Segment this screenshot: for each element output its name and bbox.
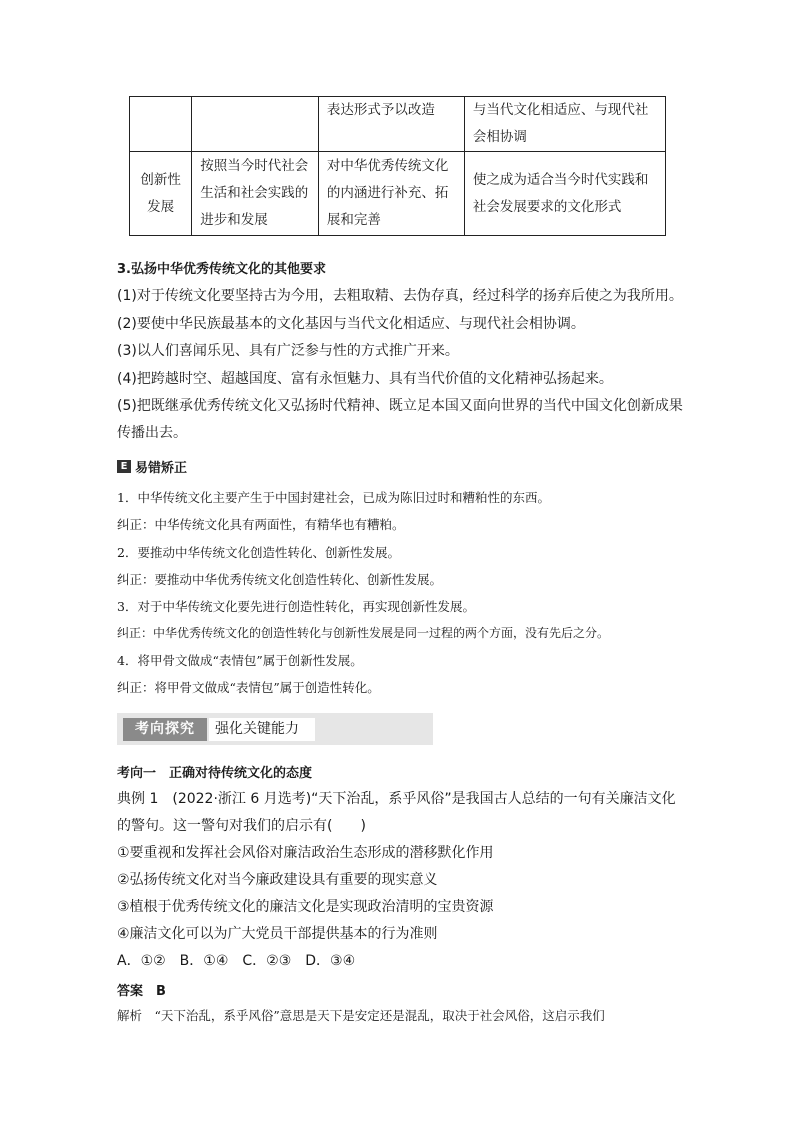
table-row: [130, 152, 666, 236]
analysis: 解析 “天下治乱，系乎风俗”意思是天下是安定还是混乱，取决于社会风俗，这启示我们: [117, 1008, 605, 1023]
table-cell: 与当代文化相适应、与现代社会相协调: [464, 97, 665, 152]
errata-line: 纠正：将甲骨文做成“表情包”属于创造性转化。: [117, 680, 380, 695]
list-item: 传播出去。: [117, 425, 187, 441]
errata-line: 纠正：中华传统文化具有两面性，有精华也有糟粕。: [117, 517, 405, 532]
topic-title: 考向一 正确对待传统文化的态度: [117, 766, 313, 781]
table-row: [130, 97, 666, 152]
option-item: ④廉洁文化可以为广大党员干部提供基本的行为准则: [117, 926, 438, 942]
banner-tag: 考向探究: [123, 718, 207, 741]
option-item: ③植根于优秀传统文化的廉洁文化是实现政治清明的宝贵资源: [117, 899, 494, 915]
errata-icon: E: [117, 460, 131, 473]
example-line: 的警句。这一警句对我们的启示有( ): [117, 818, 366, 834]
list-item: (4)把跨越时空、超越国度、富有永恒魅力、具有当代价值的文化精神弘扬起来。: [117, 371, 613, 387]
example-line: 典例 1 (2022·浙江 6 月选考)“天下治乱，系乎风俗”是我国古人总结的一句有关廉洁文化: [117, 791, 676, 807]
errata-line: 3．对于中华传统文化要先进行创造性转化，再实现创新性发展。: [117, 599, 475, 614]
option-item: ②弘扬传统文化对当今廉政建设具有重要的现实意义: [117, 872, 438, 888]
table-cell: [192, 97, 319, 152]
answer-choices: A．①② B．①④ C．②③ D．③④: [117, 953, 356, 969]
errata-title: 易错矫正: [135, 461, 188, 476]
table-cell: 表达形式予以改造: [318, 97, 464, 152]
table-cell: 创新性发展: [130, 152, 192, 236]
errata-line: 纠正：要推动中华优秀传统文化创造性转化、创新性发展。: [117, 572, 443, 587]
banner-subtitle: 强化关键能力: [209, 718, 315, 741]
answer: 答案 B: [117, 984, 166, 999]
errata-line: 4．将甲骨文做成“表情包”属于创新性发展。: [117, 653, 363, 668]
list-item: (3)以人们喜闻乐见、具有广泛参与性的方式推广开来。: [117, 343, 459, 359]
list-item: (2)要使中华民族最基本的文化基因与当代文化相适应、与现代社会相协调。: [117, 316, 585, 332]
section-title: 3.弘扬中华优秀传统文化的其他要求: [117, 262, 326, 277]
option-item: ①要重视和发挥社会风俗对廉洁政治生态形成的潜移默化作用: [117, 845, 494, 861]
table-cell: 按照当今时代社会生活和社会实践的进步和发展: [192, 152, 319, 236]
list-item: (1)对于传统文化要坚持古为今用，去粗取精、去伪存真，经过科学的扬弃后使之为我所用。: [117, 288, 683, 304]
errata-line: 2．要推动中华传统文化创造性转化、创新性发展。: [117, 545, 400, 560]
comparison-table: [129, 96, 666, 236]
table-cell: 对中华优秀传统文化的内涵进行补充、拓展和完善: [318, 152, 464, 236]
table-cell: 使之成为适合当今时代实践和社会发展要求的文化形式: [464, 152, 665, 236]
errata-line: 纠正：中华优秀传统文化的创造性转化与创新性发展是同一过程的两个方面，没有先后之分。: [117, 626, 610, 640]
table-cell: [130, 97, 192, 152]
errata-line: 1．中华传统文化主要产生于中国封建社会，已成为陈旧过时和糟粕性的东西。: [117, 490, 550, 505]
list-item: (5)把既继承优秀传统文化又弘扬时代精神、既立足本国又面向世界的当代中国文化创新成果: [117, 398, 683, 414]
